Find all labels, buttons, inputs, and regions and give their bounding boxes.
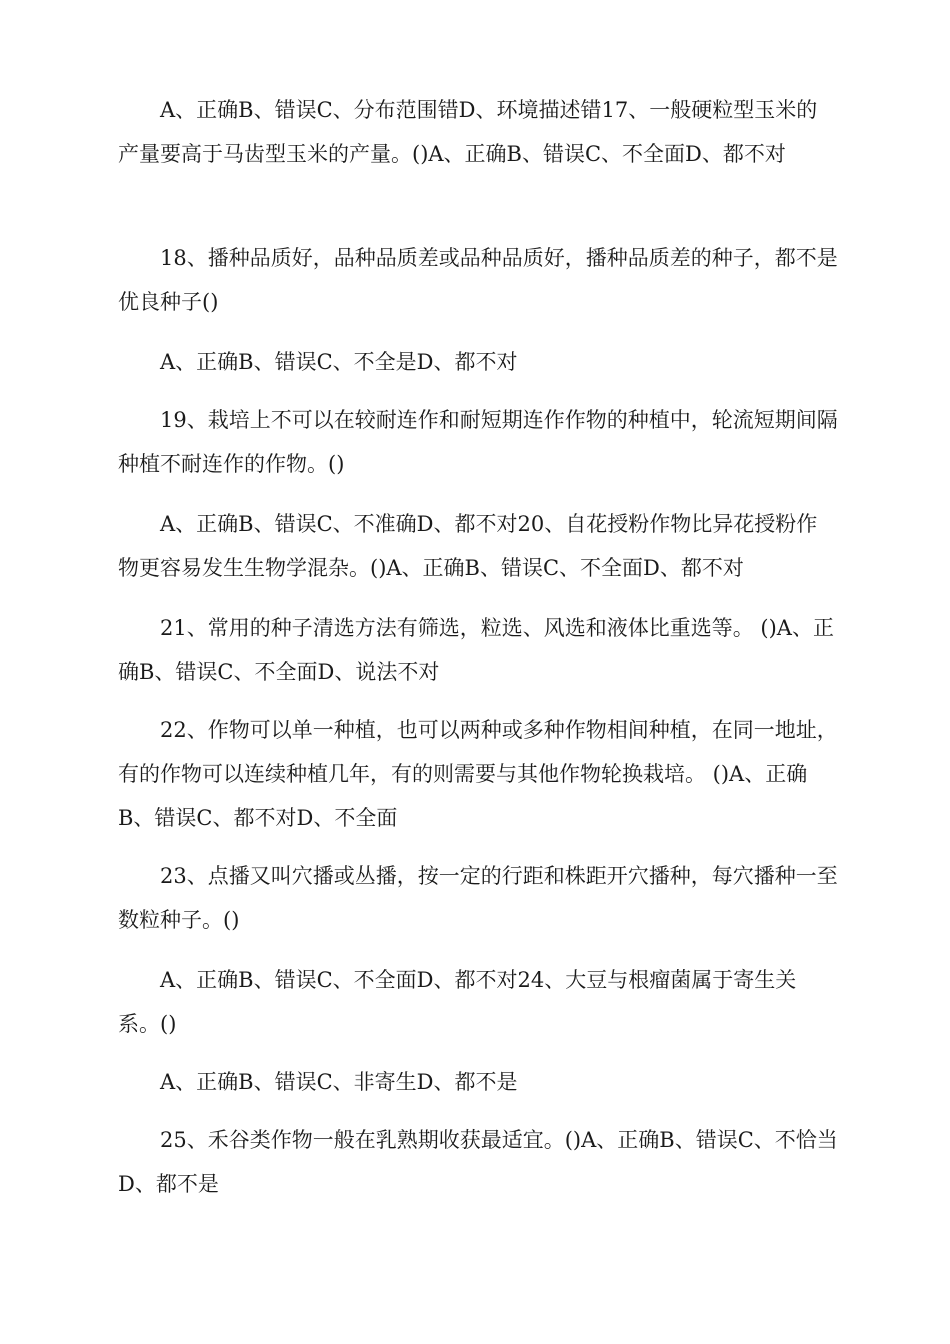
paragraph-q23: 23、点播又叫穴播或丛播，按一定的行距和株距开穴播种，每穴播种一至数粒种子。() <box>118 864 838 932</box>
paragraph-q19: 19、栽培上不可以在较耐连作和耐短期连作作物的种植中，轮流短期间隔种植不耐连作的作物。() <box>118 408 838 476</box>
paragraph-q25: 25、禾谷类作物一般在乳熟期收获最适宜。()A、正确B、错误C、不恰当D、都不是 <box>118 1128 838 1196</box>
paragraph-q16-options-q17: A、正确B、错误C、分布范围错D、环境描述错17、一般硬粒型玉米的产量要高于马齿型玉米的产量。()A、正确B、错误C、不全面D、都不对 <box>118 98 818 166</box>
paragraph-q18-options: A、正确B、错误C、不全是D、都不对 <box>160 350 518 374</box>
paragraph-q22: 22、作物可以单一种植，也可以两种或多种作物相间种植，在同一地址，有的作物可以连续种植几年，有的则需要与其他作物轮换栽培。 ()A、正确B、错误C、都不对D、不全面 <box>118 718 838 830</box>
paragraph-q21: 21、常用的种子清选方法有筛选，粒选、风选和液体比重选等。 ()A、正确B、错误C、不全面D、说法不对 <box>118 616 834 684</box>
paragraph-q19-options-q20: A、正确B、错误C、不准确D、都不对20、自花授粉作物比异花授粉作物更容易发生生物学混杂。()A、正确B、错误C、不全面D、都不对 <box>118 512 818 580</box>
paragraph-q24-options: A、正确B、错误C、非寄生D、都不是 <box>160 1070 518 1094</box>
paragraph-q23-options-q24: A、正确B、错误C、不全面D、都不对24、大豆与根瘤菌属于寄生关系。() <box>118 968 797 1036</box>
paragraph-q18: 18、播种品质好，品种品质差或品种品质好，播种品质差的种子，都不是优良种子() <box>118 246 838 314</box>
